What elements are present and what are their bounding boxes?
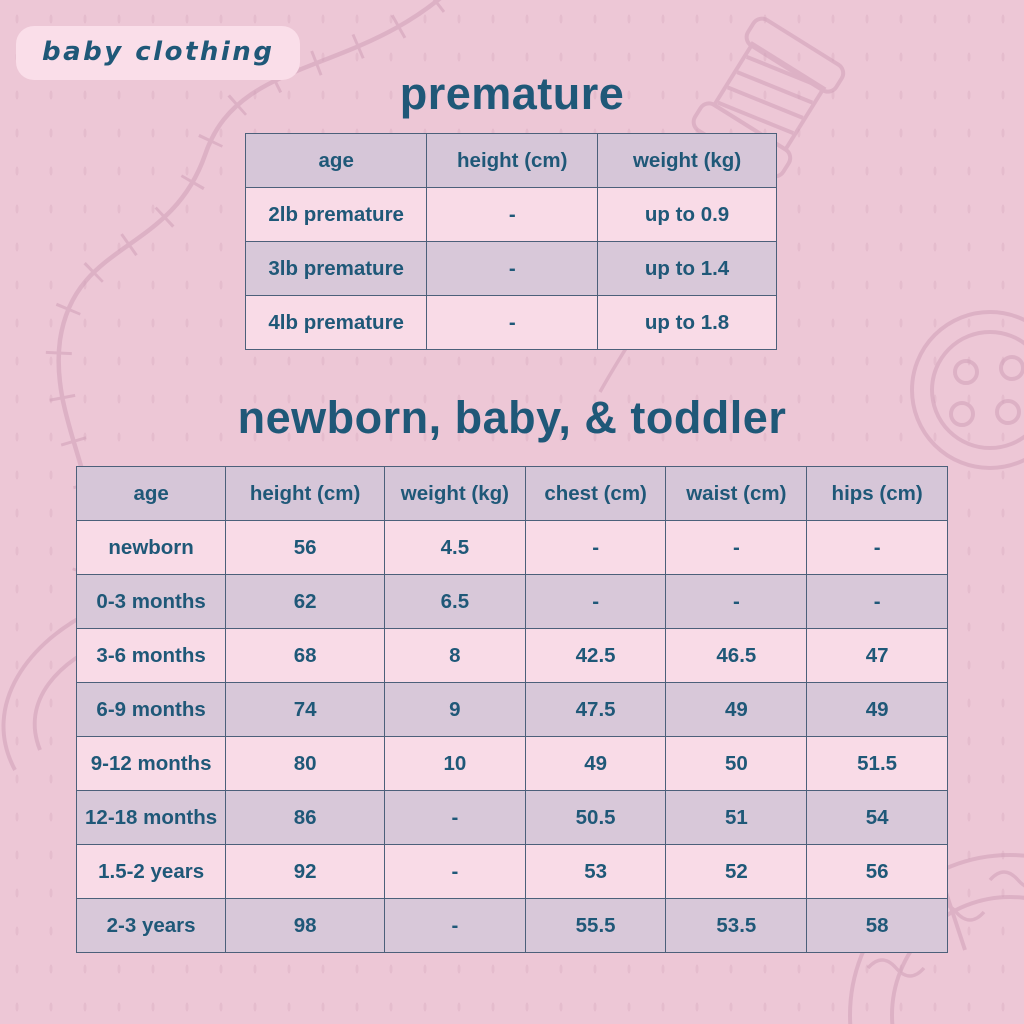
table-cell: -	[666, 575, 807, 629]
table-row	[77, 845, 948, 899]
column-header: hips (cm)	[807, 467, 948, 521]
table-cell: 1.5-2 years	[77, 845, 226, 899]
table-cell: up to 1.8	[598, 296, 777, 350]
table-cell: 62	[226, 575, 385, 629]
table-cell: -	[427, 242, 598, 296]
premature-section-title: premature	[399, 68, 625, 119]
table-cell: -	[427, 188, 598, 242]
toddler-section-title: newborn, baby, & toddler	[237, 392, 787, 443]
toddler-table-body	[77, 521, 948, 953]
table-cell: 2-3 years	[77, 899, 226, 953]
table-cell: 58	[807, 899, 948, 953]
table-cell: up to 0.9	[598, 188, 777, 242]
table-cell: 10	[385, 737, 526, 791]
column-header: chest (cm)	[525, 467, 666, 521]
table-cell: 47	[807, 629, 948, 683]
button-icon	[912, 312, 1024, 468]
column-header: waist (cm)	[666, 467, 807, 521]
table-cell: 9-12 months	[77, 737, 226, 791]
table-cell: 53	[525, 845, 666, 899]
table-cell: 54	[807, 791, 948, 845]
table-row	[77, 899, 948, 953]
toddler-table-header	[77, 467, 948, 521]
table-cell: -	[807, 575, 948, 629]
column-header: weight (kg)	[598, 134, 777, 188]
table-cell: 0-3 months	[77, 575, 226, 629]
table-cell: 80	[226, 737, 385, 791]
table-cell: newborn	[77, 521, 226, 575]
table-cell: 4lb premature	[246, 296, 427, 350]
table-row	[77, 575, 948, 629]
table-cell: 50	[666, 737, 807, 791]
table-row	[77, 521, 948, 575]
table-cell: -	[385, 899, 526, 953]
table-cell: 52	[666, 845, 807, 899]
table-cell: -	[427, 296, 598, 350]
table-cell: -	[525, 521, 666, 575]
table-row	[246, 188, 777, 242]
table-cell: 56	[807, 845, 948, 899]
table-cell: 9	[385, 683, 526, 737]
header-row	[246, 134, 777, 188]
table-cell: 68	[226, 629, 385, 683]
table-row	[246, 242, 777, 296]
table-cell: 49	[807, 683, 948, 737]
table-cell: 51.5	[807, 737, 948, 791]
table-cell: 92	[226, 845, 385, 899]
premature-table-header	[246, 134, 777, 188]
table-cell: 46.5	[666, 629, 807, 683]
table-cell: 2lb premature	[246, 188, 427, 242]
column-header: height (cm)	[427, 134, 598, 188]
table-row	[77, 683, 948, 737]
table-cell: 42.5	[525, 629, 666, 683]
table-cell: 4.5	[385, 521, 526, 575]
header-row	[77, 467, 948, 521]
table-cell: up to 1.4	[598, 242, 777, 296]
badge-label: baby clothing	[42, 37, 275, 67]
table-cell: 49	[525, 737, 666, 791]
table-cell: 55.5	[525, 899, 666, 953]
table-row	[77, 629, 948, 683]
table-cell: 86	[226, 791, 385, 845]
table-cell: 74	[226, 683, 385, 737]
premature-table-body	[246, 188, 777, 350]
table-cell: -	[385, 845, 526, 899]
table-row	[246, 296, 777, 350]
column-header: age	[77, 467, 226, 521]
table-cell: 51	[666, 791, 807, 845]
premature-size-table	[245, 133, 777, 350]
column-header: weight (kg)	[385, 467, 526, 521]
table-cell: -	[666, 521, 807, 575]
table-cell: 6.5	[385, 575, 526, 629]
table-cell: 8	[385, 629, 526, 683]
table-row	[77, 791, 948, 845]
table-cell: 3-6 months	[77, 629, 226, 683]
column-header: height (cm)	[226, 467, 385, 521]
table-cell: 3lb premature	[246, 242, 427, 296]
table-row	[77, 737, 948, 791]
table-cell: 12-18 months	[77, 791, 226, 845]
column-header: age	[246, 134, 427, 188]
table-cell: 53.5	[666, 899, 807, 953]
table-cell: -	[385, 791, 526, 845]
table-cell: 49	[666, 683, 807, 737]
table-cell: -	[525, 575, 666, 629]
table-cell: 98	[226, 899, 385, 953]
toddler-size-table	[76, 466, 948, 953]
table-cell: 56	[226, 521, 385, 575]
table-cell: 47.5	[525, 683, 666, 737]
table-cell: -	[807, 521, 948, 575]
table-cell: 6-9 months	[77, 683, 226, 737]
table-cell: 50.5	[525, 791, 666, 845]
